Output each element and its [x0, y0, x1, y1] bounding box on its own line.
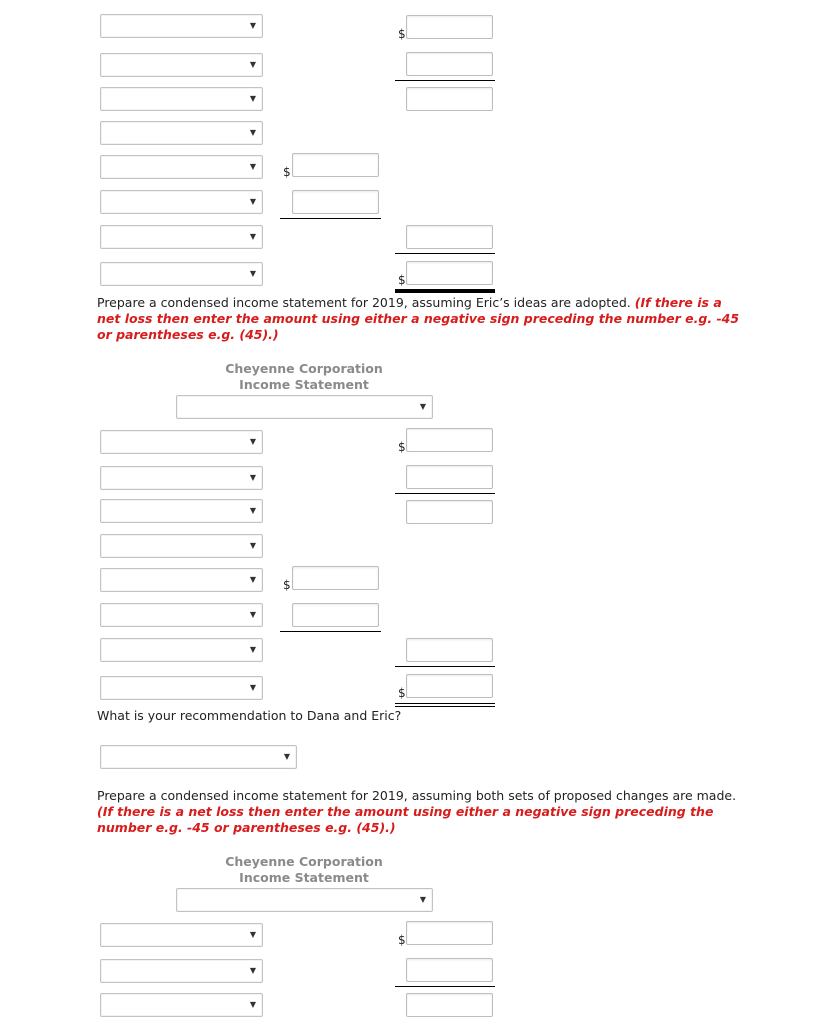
chevron-down-icon: ▼	[249, 94, 256, 103]
question-prompt: Prepare a condensed income statement for 2019, assuming both sets of proposed changes are made.	[97, 788, 737, 803]
company-name: Cheyenne Corporation	[225, 854, 383, 869]
chevron-down-icon: ▼	[249, 541, 256, 550]
line-item-select[interactable]	[100, 121, 263, 145]
line-item-select[interactable]	[100, 430, 263, 454]
subtotal-rule	[395, 666, 495, 667]
statement-name: Income Statement	[239, 870, 369, 885]
line-item-select[interactable]	[100, 262, 263, 286]
question-prompt: Prepare a condensed income statement for 2019, assuming Eric’s ideas are adopted.	[97, 295, 631, 310]
total-double-rule	[395, 703, 495, 707]
line-item-select[interactable]	[100, 993, 263, 1017]
chevron-down-icon: ▼	[249, 197, 256, 206]
line-item-select[interactable]	[100, 53, 263, 77]
chevron-down-icon: ▼	[249, 645, 256, 654]
amount-input[interactable]	[406, 500, 493, 524]
line-item-select[interactable]	[100, 534, 263, 558]
question-note: (If there is a net loss then enter the amount using either a negative sign preceding the number e.g. -45 or parentheses e.g. (45).)	[97, 295, 740, 342]
chevron-down-icon: ▼	[249, 473, 256, 482]
dollar-sign: $	[283, 165, 291, 179]
chevron-down-icon: ▼	[419, 895, 426, 904]
amount-input[interactable]	[406, 993, 493, 1017]
dollar-sign: $	[398, 440, 406, 454]
dollar-sign: $	[398, 273, 406, 287]
line-item-select[interactable]	[100, 155, 263, 179]
line-item-select[interactable]	[100, 638, 263, 662]
amount-input[interactable]	[406, 921, 493, 945]
chevron-down-icon: ▼	[249, 21, 256, 30]
amount-input[interactable]	[406, 428, 493, 452]
line-item-select[interactable]	[100, 14, 263, 38]
amount-input[interactable]	[406, 15, 493, 39]
line-item-select[interactable]	[100, 499, 263, 523]
subtotal-rule	[395, 80, 495, 81]
chevron-down-icon: ▼	[249, 506, 256, 515]
line-item-select[interactable]	[100, 466, 263, 490]
line-item-select[interactable]	[100, 190, 263, 214]
question-recommendation: What is your recommendation to Dana and Eric?	[97, 708, 402, 723]
line-item-select[interactable]	[100, 568, 263, 592]
amount-input[interactable]	[406, 674, 493, 698]
statement-name: Income Statement	[239, 377, 369, 392]
line-item-select[interactable]	[100, 923, 263, 947]
chevron-down-icon: ▼	[249, 269, 256, 278]
chevron-down-icon: ▼	[249, 162, 256, 171]
dollar-sign: $	[398, 686, 406, 700]
chevron-down-icon: ▼	[249, 575, 256, 584]
chevron-down-icon: ▼	[249, 966, 256, 975]
subtotal-rule	[395, 493, 495, 494]
chevron-down-icon: ▼	[419, 402, 426, 411]
amount-input[interactable]	[406, 87, 493, 111]
question-note: (If there is a net loss then enter the amount using either a negative sign preceding the number e.g. -45 or parentheses e.g. (45).)	[97, 804, 714, 835]
subtotal-rule	[280, 631, 381, 632]
subtotal-rule	[395, 253, 495, 254]
dollar-sign: $	[398, 27, 406, 41]
chevron-down-icon: ▼	[249, 610, 256, 619]
chevron-down-icon: ▼	[249, 232, 256, 241]
question-eric	[97, 295, 742, 343]
line-item-select[interactable]	[100, 959, 263, 983]
subtotal-rule	[395, 986, 495, 987]
amount-input[interactable]	[406, 52, 493, 76]
dollar-sign: $	[398, 933, 406, 947]
question-both	[97, 788, 742, 836]
chevron-down-icon: ▼	[249, 683, 256, 692]
line-item-select[interactable]	[100, 603, 263, 627]
period-select[interactable]	[176, 395, 433, 419]
total-rule	[395, 289, 495, 293]
chevron-down-icon: ▼	[249, 1000, 256, 1009]
dollar-sign: $	[283, 578, 291, 592]
chevron-down-icon: ▼	[249, 128, 256, 137]
line-item-select[interactable]	[100, 87, 263, 111]
company-name: Cheyenne Corporation	[225, 361, 383, 376]
amount-input[interactable]	[406, 261, 493, 285]
amount-input[interactable]	[406, 638, 493, 662]
amount-input[interactable]	[406, 225, 493, 249]
amount-input[interactable]	[406, 465, 493, 489]
line-item-select[interactable]	[100, 676, 263, 700]
line-item-select[interactable]	[100, 225, 263, 249]
amount-input[interactable]	[292, 603, 379, 627]
chevron-down-icon: ▼	[249, 930, 256, 939]
recommendation-select[interactable]	[100, 745, 297, 769]
amount-input[interactable]	[292, 566, 379, 590]
period-select[interactable]	[176, 888, 433, 912]
chevron-down-icon: ▼	[249, 437, 256, 446]
amount-input[interactable]	[406, 958, 493, 982]
amount-input[interactable]	[292, 190, 379, 214]
chevron-down-icon: ▼	[283, 752, 290, 761]
subtotal-rule	[280, 218, 381, 219]
amount-input[interactable]	[292, 153, 379, 177]
chevron-down-icon: ▼	[249, 60, 256, 69]
